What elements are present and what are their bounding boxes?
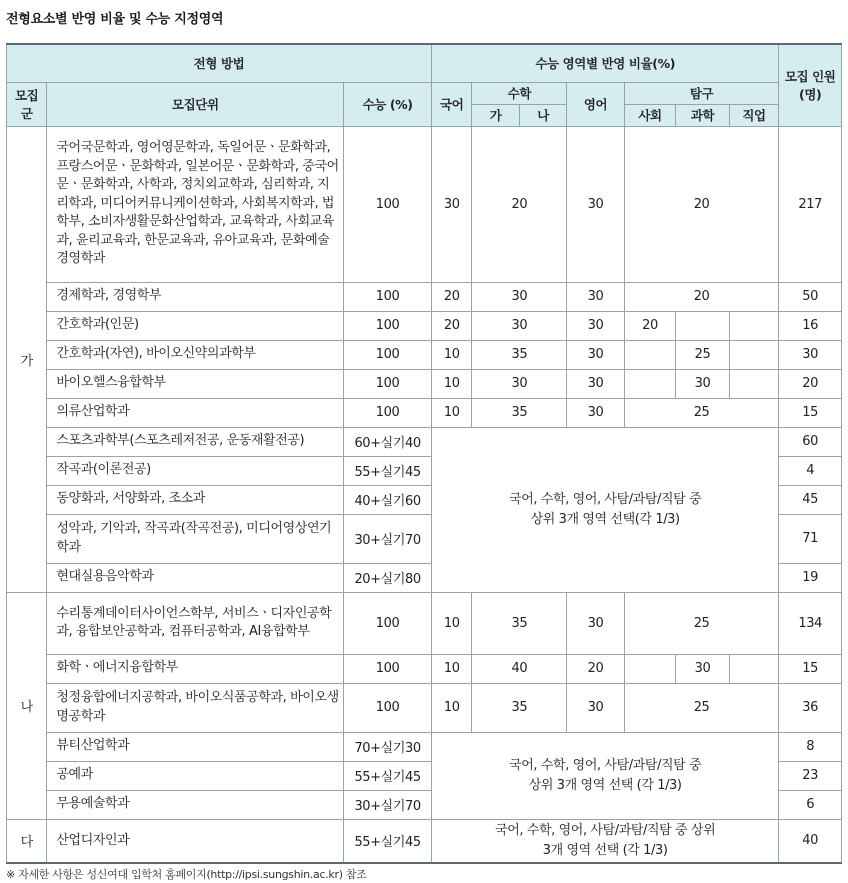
quota-cell: 71 [779,514,842,563]
inquiry-cell: 25 [624,398,779,427]
header-english: 영어 [567,82,625,126]
suneung-cell: 100 [344,311,432,340]
english-cell: 30 [567,369,625,398]
math-cell: 30 [472,369,567,398]
header-korean: 국어 [432,82,472,126]
science-cell [676,311,730,340]
inquiry-cell: 25 [624,592,779,654]
unit-cell: 성악과, 기악과, 작곡과(작곡전공), 미디어영상연기학과 [47,514,344,563]
header-ratio: 수능 영역별 반영 비율(%) [432,44,779,82]
quota-cell: 40 [779,819,842,863]
ga-selection-line2: 상위 3개 영역 선택(각 1/3) [530,511,680,527]
suneung-cell: 55+실기45 [344,761,432,790]
da-selection-line2: 3개 영역 선택 (각 1/3) [542,842,668,858]
unit-cell: 동양화과, 서양화과, 조소과 [47,485,344,514]
inquiry-cell: 25 [624,683,779,732]
korean-cell: 10 [432,369,472,398]
unit-cell: 국어국문학과, 영어영문학과, 독일어문ㆍ문화학과, 프랑스어문ㆍ문화학과, 일본어문ㆍ문화학과, 중국어문ㆍ문화학과, 사학과, 정치외교학과, 심리학과, 지리학과, 미디어커뮤니케이션학과, 사회복지학과, 법학부, 소비자생활문화산업학과, 교육학과, 사회교육과, 윤리교육과, 한문교육과, 유아교육과, 문화예술경영학과 [47,126,344,282]
math-cell: 40 [472,654,567,683]
korean-cell: 30 [432,126,472,282]
suneung-cell: 70+실기30 [344,732,432,761]
suneung-cell: 100 [344,683,432,732]
suneung-cell: 100 [344,126,432,282]
quota-cell: 4 [779,456,842,485]
english-cell: 30 [567,126,625,282]
math-cell: 35 [472,592,567,654]
science-cell: 30 [676,369,730,398]
korean-cell: 10 [432,592,472,654]
quota-cell: 23 [779,761,842,790]
header-math-ga: 가 [472,104,519,126]
unit-cell: 뷰티산업학과 [47,732,344,761]
table-row [7,592,842,654]
header-math: 수학 [472,82,567,104]
header-quota: 모집 인원 (명) [779,44,842,126]
math-cell: 35 [472,683,567,732]
footnote: ※ 자세한 사항은 성신여대 입학처 홈페이지(http://ipsi.sungshin.ac.kr) 참조 [6,868,367,881]
suneung-cell: 100 [344,369,432,398]
quota-cell: 45 [779,485,842,514]
vocational-cell [729,654,779,683]
table-row [7,819,842,863]
header-method: 전형 방법 [7,44,432,82]
quota-cell: 134 [779,592,842,654]
quota-cell: 8 [779,732,842,761]
english-cell: 20 [567,654,625,683]
table-row [7,732,842,761]
table-row [7,126,842,282]
table-row [7,311,842,340]
header-vocational: 직업 [729,104,779,126]
inquiry-cell: 20 [624,282,779,311]
english-cell: 30 [567,398,625,427]
suneung-cell: 20+실기80 [344,563,432,592]
table-row [7,282,842,311]
quota-cell: 60 [779,427,842,456]
suneung-cell: 100 [344,654,432,683]
suneung-cell: 100 [344,282,432,311]
unit-cell: 산업디자인과 [47,819,344,863]
inquiry-cell: 20 [624,126,779,282]
na-selection-line1: 국어, 수학, 영어, 사탐/과탐/직탐 중 [509,757,702,773]
social-cell: 20 [624,311,675,340]
table-row [7,398,842,427]
unit-cell: 간호학과(인문) [47,311,344,340]
unit-cell: 청정융합에너지공학과, 바이오식품공학과, 바이오생명공학과 [47,683,344,732]
suneung-cell: 55+실기45 [344,819,432,863]
table-row [7,369,842,398]
korean-cell: 10 [432,340,472,369]
header-group: 모집 군 [7,82,47,126]
header-inquiry: 탐구 [624,82,779,104]
quota-cell: 36 [779,683,842,732]
quota-cell: 217 [779,126,842,282]
quota-cell: 30 [779,340,842,369]
korean-cell: 10 [432,683,472,732]
unit-cell: 작곡과(이론전공) [47,456,344,485]
math-cell: 30 [472,282,567,311]
quota-cell: 20 [779,369,842,398]
social-cell [624,369,675,398]
math-cell: 35 [472,340,567,369]
english-cell: 30 [567,683,625,732]
quota-cell: 6 [779,790,842,819]
unit-cell: 경제학과, 경영학부 [47,282,344,311]
unit-cell: 수리통계데이터사이언스학부, 서비스ㆍ디자인공학과, 융합보안공학과, 컴퓨터공학과, AI융합학부 [47,592,344,654]
math-cell: 35 [472,398,567,427]
english-cell: 30 [567,592,625,654]
unit-cell: 공예과 [47,761,344,790]
unit-cell: 의류산업학과 [47,398,344,427]
vocational-cell [729,369,779,398]
table-row [7,340,842,369]
header-science: 과학 [676,104,730,126]
suneung-cell: 30+실기70 [344,790,432,819]
header-suneung: 수능 (%) [344,82,432,126]
suneung-cell: 100 [344,398,432,427]
header-math-na: 나 [519,104,566,126]
suneung-cell: 55+실기45 [344,456,432,485]
math-cell: 30 [472,311,567,340]
unit-cell: 무용예술학과 [47,790,344,819]
da-selection-note [432,819,779,863]
suneung-cell: 30+실기70 [344,514,432,563]
ga-selection-line1: 국어, 수학, 영어, 사탐/과탐/직탐 중 [509,491,702,507]
social-cell [624,340,675,369]
science-cell: 30 [676,654,730,683]
english-cell: 30 [567,311,625,340]
korean-cell: 10 [432,398,472,427]
korean-cell: 10 [432,654,472,683]
vocational-cell [729,311,779,340]
quota-cell: 15 [779,398,842,427]
quota-cell: 19 [779,563,842,592]
admission-table [6,43,842,864]
quota-cell: 16 [779,311,842,340]
header-unit: 모집단위 [47,82,344,126]
suneung-cell: 60+실기40 [344,427,432,456]
unit-cell: 스포츠과학부(스포츠레저전공, 운동재활전공) [47,427,344,456]
group-da: 다 [7,819,47,863]
na-selection-note [432,732,779,819]
da-selection-line1: 국어, 수학, 영어, 사탐/과탐/직탐 중 상위 [495,822,716,838]
suneung-cell: 100 [344,592,432,654]
korean-cell: 20 [432,282,472,311]
na-selection-line2: 상위 3개 영역 선택 (각 1/3) [528,777,682,793]
korean-cell: 20 [432,311,472,340]
table-row [7,654,842,683]
group-ga: 가 [7,126,47,592]
suneung-cell: 40+실기60 [344,485,432,514]
social-cell [624,654,675,683]
math-cell: 20 [472,126,567,282]
page-title: 전형요소별 반영 비율 및 수능 지정영역 [6,12,224,27]
unit-cell: 바이오헬스융합학부 [47,369,344,398]
quota-cell: 15 [779,654,842,683]
table-row [7,427,842,456]
english-cell: 30 [567,340,625,369]
quota-cell: 50 [779,282,842,311]
unit-cell: 현대실용음악학과 [47,563,344,592]
group-na: 나 [7,592,47,819]
unit-cell: 화학ㆍ에너지융합학부 [47,654,344,683]
suneung-cell: 100 [344,340,432,369]
science-cell: 25 [676,340,730,369]
english-cell: 30 [567,282,625,311]
ga-selection-note [432,427,779,592]
table-row [7,683,842,732]
vocational-cell [729,340,779,369]
unit-cell: 간호학과(자연), 바이오신약의과학부 [47,340,344,369]
header-social: 사회 [624,104,675,126]
